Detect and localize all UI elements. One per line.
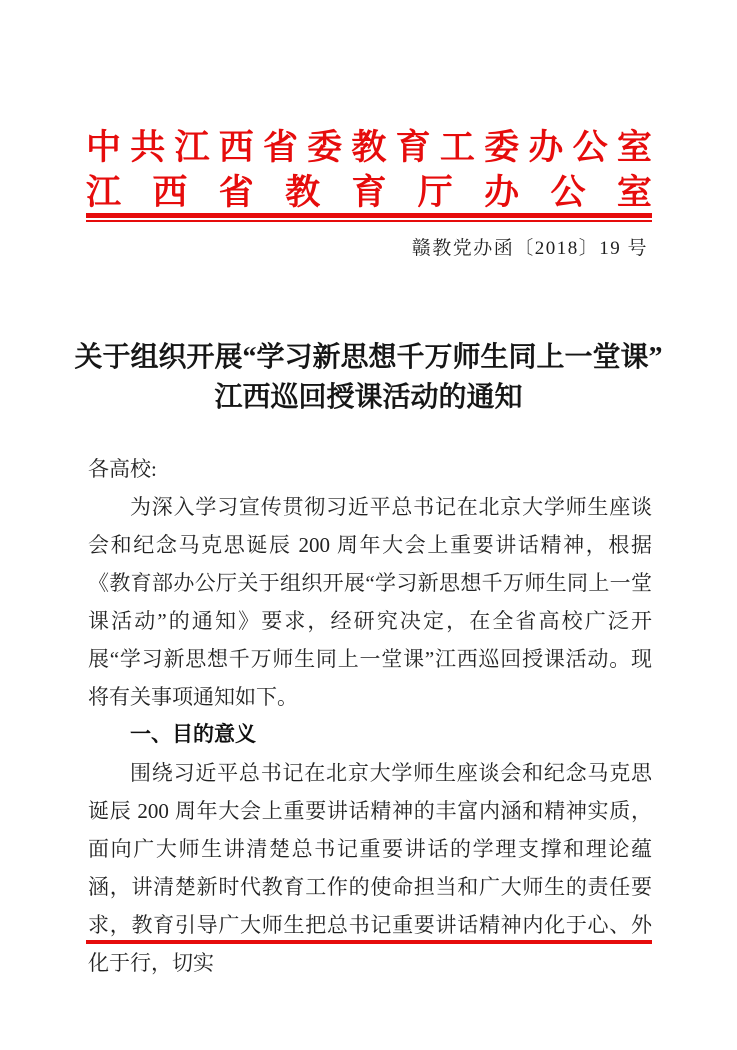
section-heading-1: 一、目的意义 bbox=[130, 723, 256, 746]
document-number: 赣教党办函〔2018〕19 号 bbox=[411, 238, 648, 259]
salutation: 各高校: bbox=[88, 457, 157, 481]
document-title-line-1: 关于组织开展“学习新思想千万师生同上一堂课” bbox=[74, 342, 663, 373]
document-body bbox=[88, 450, 652, 982]
header-separator-thick-rule bbox=[86, 213, 652, 218]
footer-separator-line bbox=[86, 940, 652, 944]
header-separator-line bbox=[86, 213, 652, 222]
header-separator-thin-rule bbox=[86, 220, 652, 222]
document-title bbox=[60, 338, 677, 418]
letterhead-line-1: 中 共 江 西 省 委 教 育 工 委 办 公 室 bbox=[86, 127, 652, 167]
document-title-line-2: 江西巡回授课活动的通知 bbox=[214, 382, 523, 413]
letterhead bbox=[86, 122, 652, 212]
letterhead-line-2: 江 西 省 教 育 厅 办 公 室 bbox=[86, 172, 652, 212]
opening-paragraph: 为深入学习宣传贯彻习近平总书记在北京大学师生座谈会和纪念马克思诞辰 200 周年大会上重要讲话精神，根据《教育部办公厅关于组织开展“学习新思想千万师生同上一堂课活动”的通知》要求，经研究决定，在全省高校广泛开展“学习新思想千万师生同上一堂课”江西巡回授课活动。现将有关事项通知如下。 bbox=[88, 495, 652, 709]
section-1-paragraph: 围绕习近平总书记在北京大学师生座谈会和纪念马克思诞辰 200 周年大会上重要讲话精神的丰富内涵和精神实质，面向广大师生讲清楚总书记重要讲话的学理支撑和理论蕴涵，讲清楚新时代教育工作的使命担当和广大师生的责任要求，教育引导广大师生把总书记重要讲话精神内化于心、外化于行，切实 bbox=[88, 761, 652, 975]
